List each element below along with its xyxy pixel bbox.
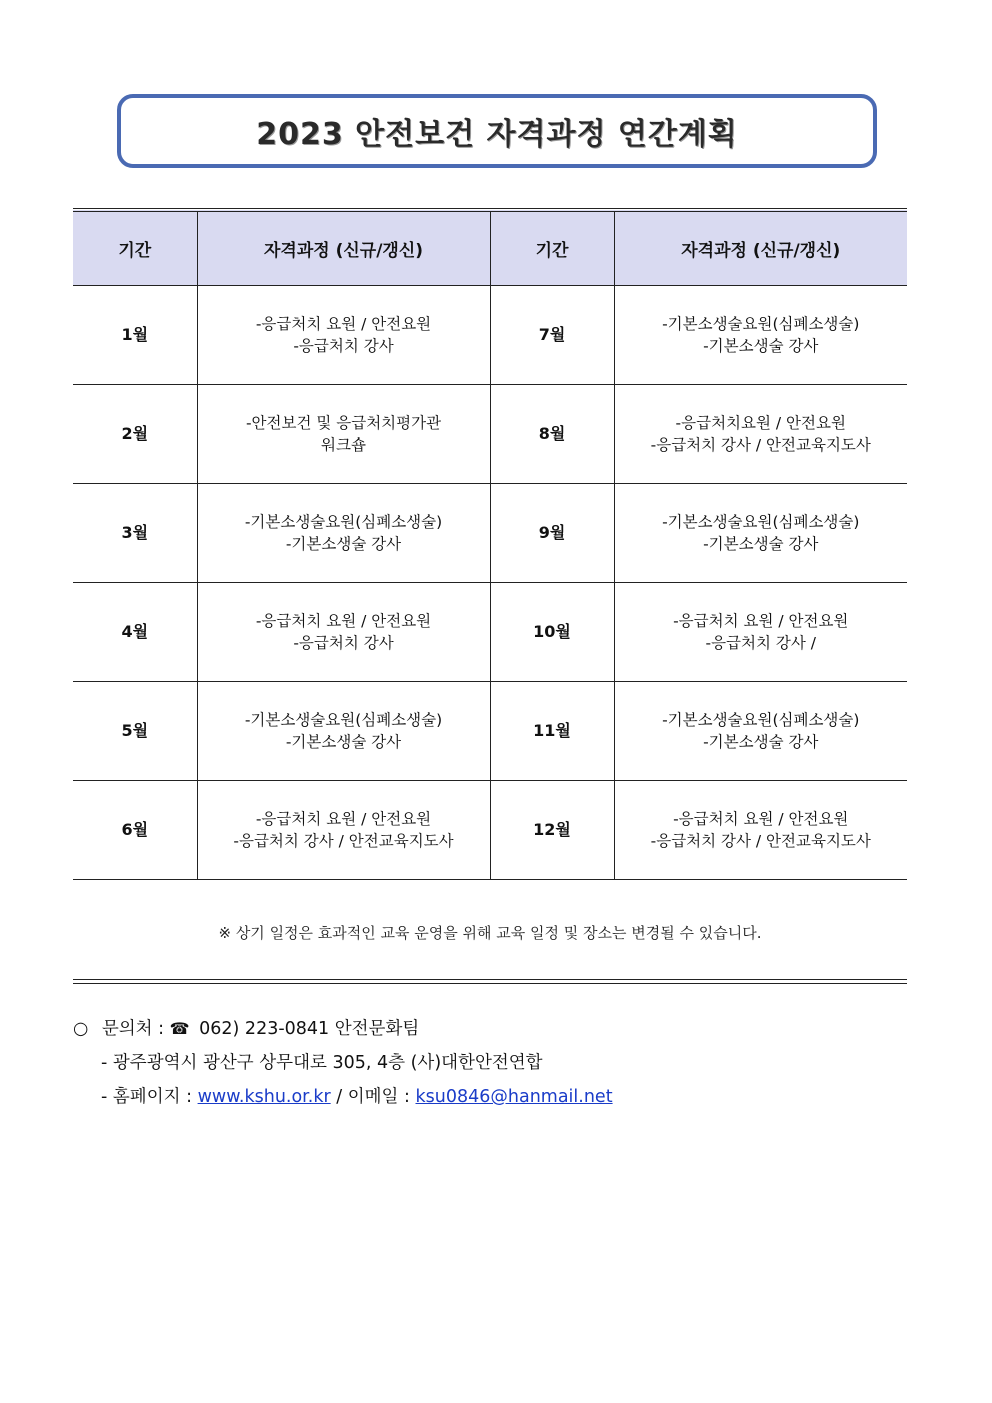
contact-label: 문의처 : bbox=[101, 1019, 165, 1039]
course-line: -안전보건 및 응급처치평가관 bbox=[245, 414, 442, 432]
month-cell-left: 2월 bbox=[73, 385, 197, 484]
course-line: -응급처치 요원 / 안전요원 bbox=[255, 315, 432, 333]
course-cell-right bbox=[614, 286, 907, 385]
course-line: -응급처치 강사 / 안전교육지도사 bbox=[650, 832, 871, 850]
schedule-notice: ※ 상기 일정은 효과적인 교육 운영을 위해 교육 일정 및 장소는 변경될 수 있습니다. bbox=[218, 924, 762, 942]
course-cell-right bbox=[614, 385, 907, 484]
course-line: -기본소생술요원(심폐소생술) bbox=[244, 711, 443, 729]
course-line: -기본소생술 강사 bbox=[285, 535, 402, 553]
course-cell-left bbox=[197, 583, 490, 682]
course-cell-right bbox=[614, 484, 907, 583]
month-cell-right: 7월 bbox=[490, 286, 614, 385]
month-cell-right: 8월 bbox=[490, 385, 614, 484]
homepage-link[interactable]: www.kshu.or.kr bbox=[197, 1087, 331, 1107]
link-divider: / bbox=[336, 1087, 343, 1107]
course-line: -기본소생술 강사 bbox=[285, 733, 402, 751]
title-box bbox=[117, 94, 877, 168]
course-line: -응급처치 요원 / 안전요원 bbox=[673, 612, 849, 630]
annual-plan-table bbox=[73, 208, 907, 880]
contact-phone: 062) 223-0841 안전문화팀 bbox=[199, 1019, 420, 1039]
course-line: -응급처치요원 / 안전요원 bbox=[675, 414, 846, 432]
course-line: -응급처치 강사 bbox=[293, 337, 394, 355]
table-row bbox=[73, 484, 907, 583]
contact-address: 광주광역시 광산구 상무대로 305, 4층 (사)대한안전연합 bbox=[112, 1053, 543, 1073]
address-dash: - bbox=[101, 1053, 108, 1073]
course-cell-left bbox=[197, 385, 490, 484]
course-line: -응급처치 요원 / 안전요원 bbox=[673, 810, 849, 828]
course-line: -기본소생술요원(심폐소생술) bbox=[244, 513, 443, 531]
month-cell-right: 10월 bbox=[490, 583, 614, 682]
course-cell-left bbox=[197, 286, 490, 385]
email-link[interactable]: ksu0846@hanmail.net bbox=[415, 1087, 613, 1107]
course-line: -응급처치 강사 bbox=[293, 634, 394, 652]
course-line: -응급처치 강사 / 안전교육지도사 bbox=[233, 832, 454, 850]
course-line: -기본소생술 강사 bbox=[703, 733, 819, 751]
contact-section bbox=[73, 1014, 907, 1116]
month-cell-right: 9월 bbox=[490, 484, 614, 583]
divider bbox=[73, 979, 907, 984]
course-line: -기본소생술요원(심폐소생술) bbox=[662, 315, 860, 333]
table-row bbox=[73, 385, 907, 484]
course-cell-right bbox=[614, 682, 907, 781]
course-cell-left bbox=[197, 682, 490, 781]
course-line: -기본소생술요원(심폐소생술) bbox=[662, 711, 860, 729]
header-period-left: 기간 bbox=[73, 210, 197, 286]
month-cell-right: 12월 bbox=[490, 781, 614, 880]
month-cell-left: 6월 bbox=[73, 781, 197, 880]
circle-bullet-icon: ○ bbox=[73, 1019, 89, 1039]
course-line: -기본소생술 강사 bbox=[703, 535, 819, 553]
month-cell-left: 3월 bbox=[73, 484, 197, 583]
header-course-right: 자격과정 (신규/갱신) bbox=[614, 210, 907, 286]
contact-phone-row bbox=[73, 1014, 907, 1048]
table-header-row bbox=[73, 210, 907, 286]
contact-web-row bbox=[73, 1082, 907, 1116]
page-title: 2023 안전보건 자격과정 연간계획 bbox=[256, 117, 738, 152]
header-course-left: 자격과정 (신규/갱신) bbox=[197, 210, 490, 286]
table-row bbox=[73, 286, 907, 385]
course-line: -응급처치 강사 / 안전교육지도사 bbox=[650, 436, 871, 454]
table-body bbox=[73, 286, 907, 880]
month-cell-left: 1월 bbox=[73, 286, 197, 385]
course-cell-left bbox=[197, 484, 490, 583]
month-cell-left: 4월 bbox=[73, 583, 197, 682]
course-line: -응급처치 요원 / 안전요원 bbox=[255, 810, 432, 828]
course-cell-left bbox=[197, 781, 490, 880]
homepage-dash: - bbox=[101, 1087, 108, 1107]
table-row bbox=[73, 583, 907, 682]
month-cell-left: 5월 bbox=[73, 682, 197, 781]
course-line: -기본소생술 강사 bbox=[703, 337, 819, 355]
course-line: -기본소생술요원(심폐소생술) bbox=[662, 513, 860, 531]
email-label: 이메일 : bbox=[347, 1087, 410, 1107]
course-cell-right bbox=[614, 583, 907, 682]
table-row bbox=[73, 682, 907, 781]
course-line: -응급처치 강사 / bbox=[705, 634, 816, 652]
course-line: 워크숍 bbox=[321, 436, 366, 454]
course-line: -응급처치 요원 / 안전요원 bbox=[255, 612, 432, 630]
header-period-right: 기간 bbox=[490, 210, 614, 286]
course-cell-right bbox=[614, 781, 907, 880]
month-cell-right: 11월 bbox=[490, 682, 614, 781]
contact-address-row bbox=[73, 1048, 907, 1082]
table-row bbox=[73, 781, 907, 880]
homepage-label: 홈페이지 : bbox=[112, 1087, 192, 1107]
phone-icon: ☎ bbox=[169, 1019, 190, 1038]
